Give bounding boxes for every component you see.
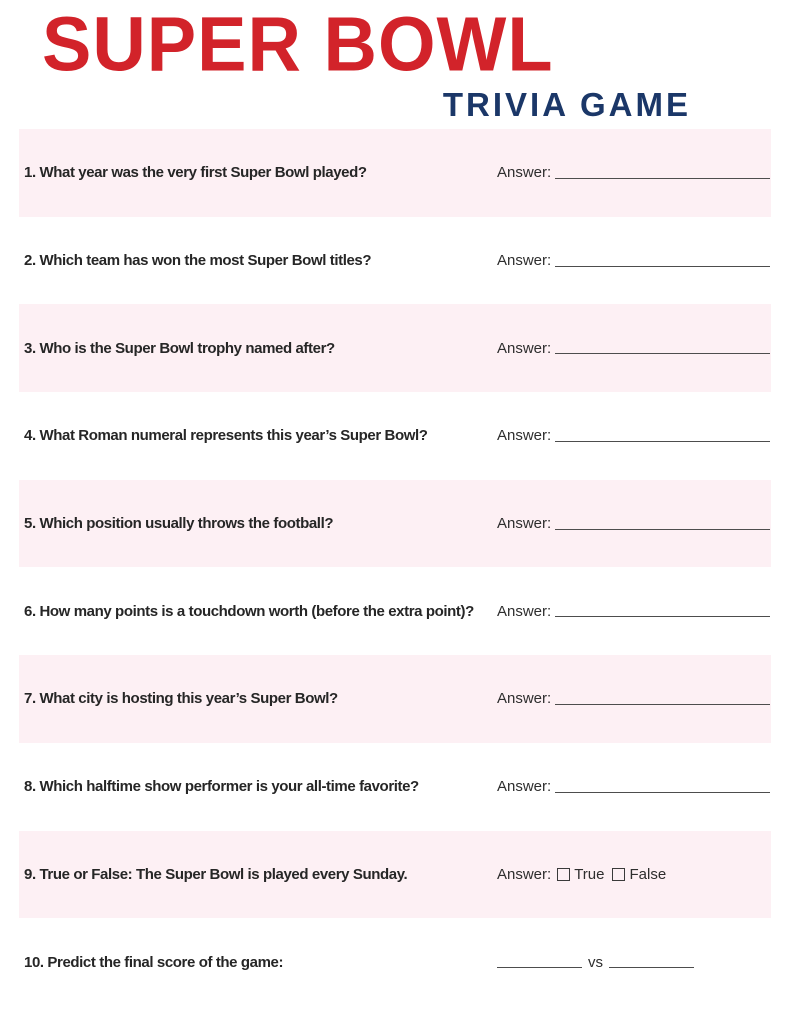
question-row xyxy=(19,392,771,480)
question-text: 10. Predict the final score of the game: xyxy=(24,953,284,971)
answer-label: Answer: xyxy=(497,602,552,620)
checkbox-true[interactable] xyxy=(557,868,570,881)
question-text: 4. What Roman numeral represents this year’s Super Bowl? xyxy=(24,427,428,445)
answer-area xyxy=(497,427,771,444)
answer-label: Answer: xyxy=(497,252,552,270)
answer-blank-line[interactable] xyxy=(555,255,770,267)
answer-label: Answer: xyxy=(497,164,552,182)
answer-area xyxy=(497,515,771,532)
question-text: 9. True or False: The Super Bowl is played every Sunday. xyxy=(24,865,408,883)
answer-label: Answer: xyxy=(497,427,552,445)
vs-label: vs xyxy=(588,953,603,971)
question-text: 3. Who is the Super Bowl trophy named after? xyxy=(24,339,335,357)
question-text: 5. Which position usually throws the football? xyxy=(24,515,334,533)
question-row xyxy=(19,831,771,919)
answer-label: Answer: xyxy=(497,690,552,708)
question-text: 8. Which halftime show performer is your all-time favorite? xyxy=(24,778,419,796)
answer-label: Answer: xyxy=(497,865,552,883)
question-row xyxy=(19,743,771,831)
checkbox-label-false: False xyxy=(629,865,667,883)
answer-blank-line[interactable] xyxy=(555,342,770,354)
answer-blank-line[interactable] xyxy=(555,605,770,617)
question-row xyxy=(19,217,771,305)
answer-blank-line[interactable] xyxy=(555,693,770,705)
answer-blank-line[interactable] xyxy=(555,167,770,179)
answer-area xyxy=(497,252,771,269)
question-row xyxy=(19,655,771,743)
page-title: SUPER BOWL xyxy=(42,0,554,88)
question-row xyxy=(19,567,771,655)
score-blank-right[interactable] xyxy=(609,956,694,968)
question-text: 1. What year was the very first Super Bowl played? xyxy=(24,164,367,182)
answer-blank-line[interactable] xyxy=(555,781,770,793)
answer-label: Answer: xyxy=(497,339,552,357)
score-blank-left[interactable] xyxy=(497,956,582,968)
question-row xyxy=(19,129,771,217)
answer-area xyxy=(497,603,771,620)
answer-area xyxy=(497,866,771,883)
question-text: 7. What city is hosting this year’s Super Bowl? xyxy=(24,690,338,708)
question-row xyxy=(19,918,771,1006)
answer-area xyxy=(497,778,771,795)
answer-label: Answer: xyxy=(497,778,552,796)
answer-area xyxy=(497,690,771,707)
question-row xyxy=(19,304,771,392)
answer-area xyxy=(497,164,771,181)
answer-label: Answer: xyxy=(497,515,552,533)
answer-area xyxy=(497,340,771,357)
question-row xyxy=(19,480,771,568)
answer-area xyxy=(497,954,771,971)
answer-blank-line[interactable] xyxy=(555,518,770,530)
page-subtitle: TRIVIA GAME xyxy=(442,86,691,123)
answer-blank-line[interactable] xyxy=(555,430,770,442)
questions-list xyxy=(19,129,771,1006)
question-text: 6. How many points is a touchdown worth (before the extra point)? xyxy=(24,602,474,620)
checkbox-false[interactable] xyxy=(612,868,625,881)
question-text: 2. Which team has won the most Super Bowl titles? xyxy=(24,252,372,270)
checkbox-label-true: True xyxy=(574,865,605,883)
